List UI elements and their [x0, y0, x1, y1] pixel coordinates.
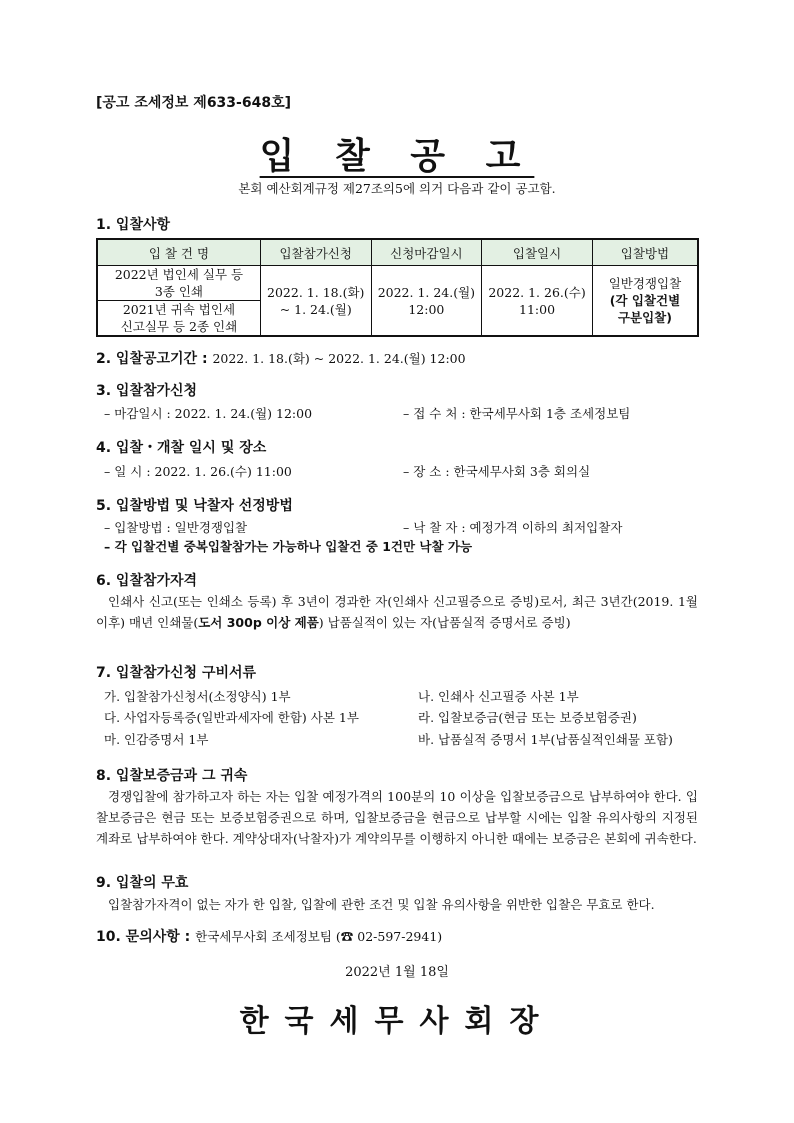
application-cell: [260, 266, 371, 337]
method-line: 일반경쟁입찰: [608, 276, 682, 291]
notice-number: [공고 조세정보 제633-648호]: [96, 95, 291, 111]
bid-date-line: 2022. 1. 26.(수): [488, 284, 586, 300]
method-line: [595, 309, 695, 326]
bid-table: [96, 238, 699, 337]
section10-label: 10. 문의사항 :: [96, 929, 191, 945]
intro-text: 본회 예산회계규정 제27조의5에 의거 다음과 같이 공고함.: [238, 181, 556, 196]
note-bold: 중복입찰참가는 가능하나 입찰건 중 1건만 낙찰 가능: [183, 539, 473, 554]
deadline-line: 12:00: [408, 301, 445, 317]
section4-heading: 4. 입찰・개찰 일시 및 장소: [96, 440, 267, 456]
doc-item: 라. 입찰보증금(현금 또는 보증보험증권): [418, 710, 637, 725]
header-cell: 입 찰 건 명: [97, 239, 260, 266]
item-cell-1: [97, 266, 260, 301]
deadline-line: 2022. 1. 24.(월): [377, 284, 476, 300]
deadline-cell: [371, 266, 482, 337]
signer-name: 한국세무사회장: [239, 1004, 555, 1039]
table-header-row: [97, 239, 698, 266]
section9-heading: 9. 입찰의 무효: [96, 875, 189, 891]
table-row: [97, 266, 698, 301]
method-line: [595, 292, 695, 309]
section7-heading: 7. 입찰참가신청 구비서류: [96, 665, 257, 681]
page-title: [0, 128, 794, 179]
title-text: 입 찰 공 고: [259, 136, 535, 177]
doc-item: 나. 인쇄사 신고필증 사본 1부: [418, 689, 579, 704]
header-cell: 입찰방법: [592, 239, 698, 266]
section2-heading: [96, 348, 466, 368]
section2-label: 2. 입찰공고기간 :: [96, 351, 208, 367]
doc-item: 다. 사업자등록증(일반과세자에 한함) 사본 1부: [104, 710, 359, 725]
section6-text: [96, 591, 698, 633]
section2-value: 2022. 1. 18.(화) ~ 2022. 1. 24.(월) 12:00: [212, 351, 466, 366]
section10-value: 한국세무사회 조세정보팀 (☎ 02-597-2941): [195, 929, 443, 944]
section5-left: – 입찰방법 : 일반경쟁입찰: [104, 520, 248, 535]
section4-left: – 일 시 : 2022. 1. 26.(수) 11:00: [104, 464, 292, 479]
doc-item: 바. 납품실적 증명서 1부(납품실적인쇄물 포함): [418, 732, 673, 747]
method-cell: [592, 266, 698, 337]
header-cell: 입찰일시: [482, 239, 593, 266]
section5-note: [104, 537, 472, 555]
text-part: ) 납품실적이 있는 자(납품실적 증명서로 증빙): [318, 615, 571, 630]
section1-heading: 1. 입찰사항: [96, 217, 171, 233]
section3-heading: 3. 입찰참가신청: [96, 383, 198, 399]
header-cell: 신청마감일시: [371, 239, 482, 266]
item-line: 신고실무 등 2종 인쇄: [120, 319, 238, 334]
section4-right: – 장 소 : 한국세무사회 3층 회의실: [403, 464, 591, 479]
section3-left: – 마감일시 : 2022. 1. 24.(월) 12:00: [104, 406, 313, 421]
section5-heading: 5. 입찰방법 및 낙찰자 선정방법: [96, 498, 293, 514]
section3-right: – 접 수 처 : 한국세무사회 1층 조세정보팀: [403, 406, 631, 421]
method-bold: 구분입찰): [617, 310, 672, 325]
header-cell: 입찰참가신청: [260, 239, 371, 266]
application-line: 2022. 1. 18.(화): [267, 284, 365, 300]
note-prefix: – 각 입찰건별: [104, 539, 184, 554]
application-line: ~ 1. 24.(월): [279, 301, 352, 317]
section6-heading: 6. 입찰참가자격: [96, 573, 198, 589]
section5-right: – 낙 찰 자 : 예정가격 이하의 최저입찰자: [403, 520, 623, 535]
item-line: 2022년 법인세 실무 등: [114, 267, 244, 282]
bid-date-cell: [482, 266, 593, 337]
method-bold: (각 입찰건별: [609, 293, 681, 308]
bid-date-line: 11:00: [519, 301, 556, 317]
section9-text: 입찰참가자격이 없는 자가 한 입찰, 입찰에 관한 조건 및 입찰 유의사항을 위반한 입찰은 무효로 한다.: [108, 897, 655, 912]
doc-item: 가. 입찰참가신청서(소정양식) 1부: [104, 689, 291, 704]
item-cell-2: [97, 301, 260, 337]
item-line: 2021년 귀속 법인세: [122, 302, 236, 317]
section10-heading: [96, 926, 442, 946]
text-bold: 도서 300p 이상 제품: [198, 615, 319, 630]
text-part: 인쇄사 신고(또는 인쇄소 등록) 후 3년이 경과한 자(인쇄사 신고필증으로 증빙)로서, 최근 3년간(2019. 1월 이후) 매년 인쇄물(: [96, 594, 698, 630]
section8-heading: 8. 입찰보증금과 그 귀속: [96, 768, 248, 784]
section8-text: 경쟁입찰에 참가하고자 하는 자는 입찰 예정가격의 100분의 10 이상을 입찰보증금으로 납부하여야 한다. 입찰보증금은 현금 또는 보증보험증권으로 하며, 입찰보증금을 현금으로 납부할 시에는 입찰 유의사항의 지정된 계좌로 납부하여야 한다. 계약상대자(낙찰자)가 계약의무를 이행하지 아니한 때에는 보증금은 본회에 귀속한다.: [96, 789, 698, 846]
doc-item: 마. 인감증명서 1부: [104, 732, 209, 747]
notice-date: 2022년 1월 18일: [345, 965, 449, 980]
item-line: 3종 인쇄: [154, 284, 204, 299]
